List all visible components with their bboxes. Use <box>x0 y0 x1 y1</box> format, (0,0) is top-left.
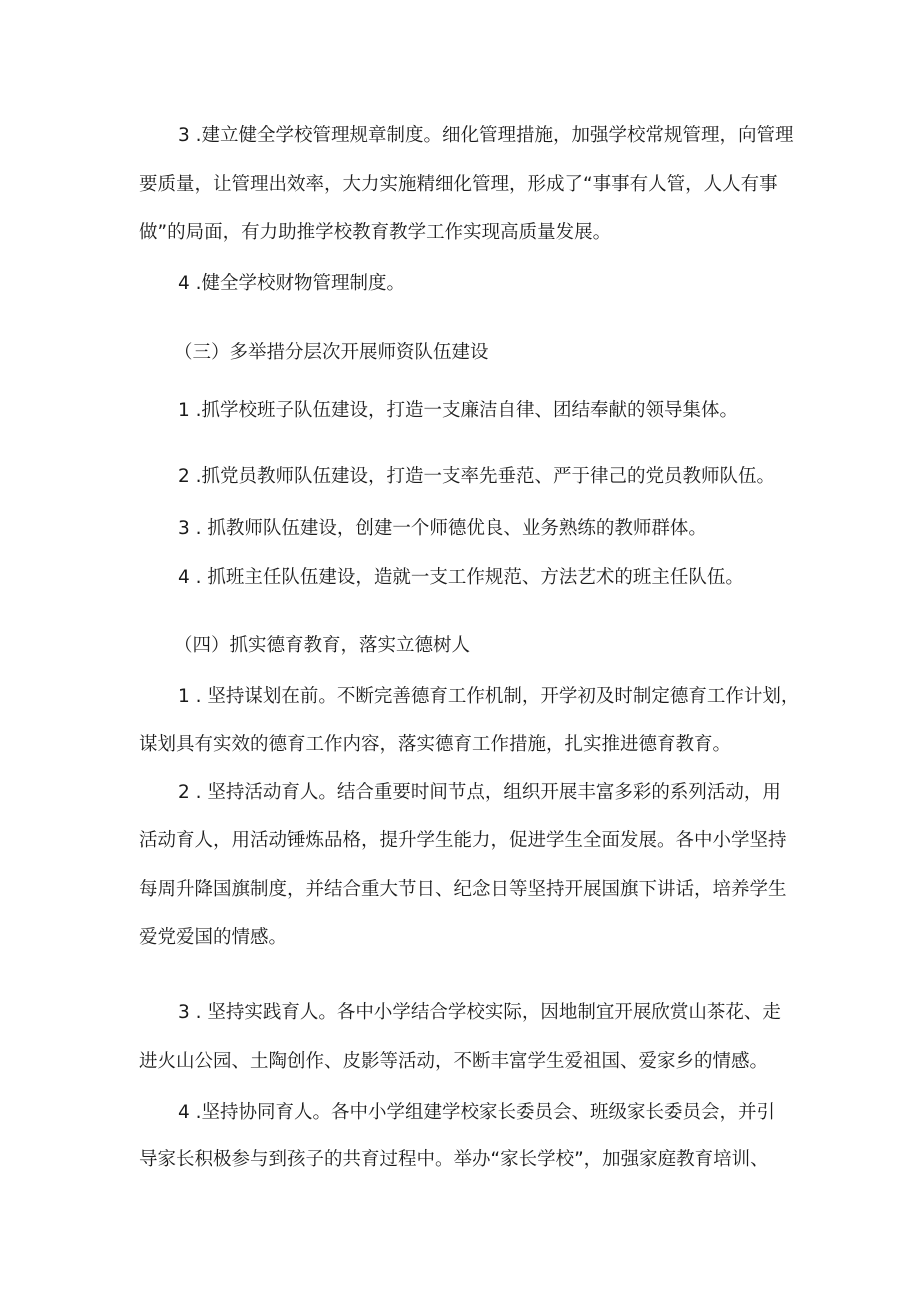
paragraph-3-line-2: 要质量，让管理出效率，大力实施精细化管理，形成了“事事有人管，人人有事 <box>139 174 778 195</box>
section-3-item-2: 2 .抓党员教师队伍建设，打造一支率先垂范、严于律己的党员教师队伍。 <box>178 466 776 487</box>
section-3-item-1: 1 .抓学校班子队伍建设，打造一支廉洁自律、团结奉献的领导集体。 <box>178 400 739 421</box>
section-4-item-2-line-1: 2 . 坚持活动育人。结合重要时间节点，组织开展丰富多彩的系列活动，用 <box>178 782 781 803</box>
section-3-item-3: 3 . 抓教师队伍建设，创建一个师德优良、业务熟练的教师群体。 <box>178 518 707 539</box>
section-4-item-4-line-1: 4 .坚持协同育人。各中小学组建学校家长委员会、班级家长委员会，并引 <box>178 1102 776 1123</box>
paragraph-3-line-1: 3 .建立健全学校管理规章制度。细化管理措施，加强学校常规管理，向管理 <box>178 125 794 146</box>
section-4-heading: （四）抓实德育教育，落实立德树人 <box>174 635 471 656</box>
section-3-item-4: 4 . 抓班主任队伍建设，造就一支工作规范、方法艺术的班主任队伍。 <box>178 567 744 588</box>
section-4-item-3-line-2: 进火山公园、土陶创作、皮影等活动，不断丰富学生爱祖国、爱家乡的情感。 <box>139 1051 769 1072</box>
paragraph-3-line-3: 做”的局面，有力助推学校教育教学工作实现高质量发展。 <box>139 222 612 243</box>
paragraph-4: 4 .健全学校财物管理制度。 <box>178 273 406 294</box>
section-4-item-1-line-1: 1 . 坚持谋划在前。不断完善德育工作机制，开学初及时制定德育工作计划， <box>178 686 800 707</box>
section-4-item-4-line-2: 导家长积极参与到孩子的共育过程中。举办“家长学校”，加强家庭教育培训、 <box>139 1149 769 1170</box>
section-4-item-3-line-1: 3 . 坚持实践育人。各中小学结合学校实际，因地制宜开展欣赏山茶花、走 <box>178 1002 781 1023</box>
section-4-item-1-line-2: 谋划具有实效的德育工作内容，落实德育工作措施，扎实推进德育教育。 <box>139 734 732 755</box>
section-4-item-2-line-2: 活动育人，用活动锤炼品格，提升学生能力，促进学生全面发展。各中小学坚持 <box>139 830 787 851</box>
section-4-item-2-line-4: 爱党爱国的情感。 <box>139 927 288 948</box>
section-3-heading: （三）多举措分层次开展师资队伍建设 <box>174 342 489 363</box>
section-4-item-2-line-3: 每周升降国旗制度，并结合重大节日、纪念日等坚持开展国旗下讲话，培养学生 <box>139 879 787 900</box>
